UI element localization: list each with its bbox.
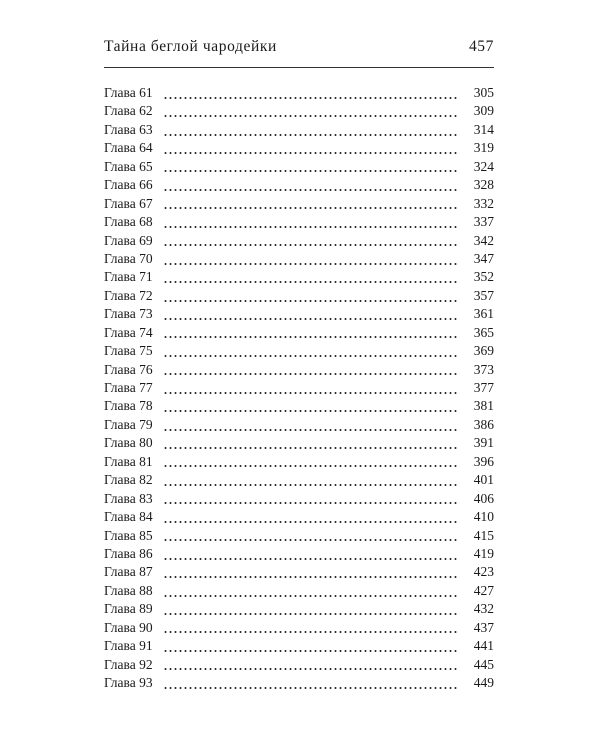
toc-entry (104, 563, 494, 581)
chapter-page-number: 449 (473, 675, 494, 690)
toc-entry (104, 305, 494, 323)
chapter-label: Глава 62 (104, 103, 153, 119)
dot-leader (163, 538, 459, 542)
chapter-label: Глава 91 (104, 638, 153, 654)
toc-entry (104, 213, 494, 231)
running-head (104, 38, 494, 60)
chapter-label: Глава 73 (104, 306, 153, 322)
chapter-page-number: 377 (473, 380, 494, 395)
dot-leader (163, 409, 459, 413)
chapter-page-number: 401 (473, 472, 494, 488)
toc-entry (104, 361, 494, 379)
chapter-page-number: 432 (473, 601, 494, 617)
dot-leader (163, 299, 459, 303)
chapter-page-number: 357 (473, 287, 494, 303)
chapter-page-number: 361 (473, 306, 494, 322)
chapter-label: Глава 69 (104, 232, 153, 248)
toc-entry (104, 490, 494, 508)
dot-leader (163, 686, 459, 690)
chapter-label: Глава 72 (104, 287, 153, 303)
dot-leader (163, 262, 459, 266)
dot-leader (163, 557, 459, 561)
dot-leader (163, 335, 459, 339)
toc-entry (104, 158, 494, 176)
chapter-label: Глава 70 (104, 250, 153, 266)
chapter-page-number: 305 (473, 85, 494, 100)
toc-entry (104, 453, 494, 471)
chapter-label: Глава 71 (104, 269, 153, 285)
chapter-label: Глава 66 (104, 177, 153, 193)
toc-entry (104, 379, 494, 397)
dot-leader (163, 188, 459, 192)
chapter-label: Глава 76 (104, 361, 153, 377)
chapter-label: Глава 83 (104, 490, 153, 506)
toc-entry (104, 102, 494, 120)
chapter-label: Глава 77 (104, 380, 153, 395)
chapter-label: Глава 92 (104, 656, 153, 672)
chapter-page-number: 386 (473, 416, 494, 432)
dot-leader (163, 630, 459, 634)
dot-leader (163, 133, 459, 137)
dot-leader (163, 280, 459, 284)
toc-entry (104, 342, 494, 360)
header-rule (104, 67, 494, 68)
dot-leader (163, 575, 459, 579)
chapter-page-number: 396 (473, 453, 494, 469)
chapter-page-number: 324 (473, 158, 494, 174)
chapter-page-number: 419 (473, 545, 494, 561)
toc-entry (104, 582, 494, 600)
toc-entry (104, 232, 494, 250)
book-title: Тайна беглой чародейки (104, 38, 277, 55)
chapter-label: Глава 82 (104, 472, 153, 488)
toc-entry (104, 176, 494, 194)
dot-leader (163, 520, 459, 524)
toc-entry (104, 287, 494, 305)
dot-leader (163, 649, 459, 653)
chapter-label: Глава 87 (104, 564, 153, 580)
toc-entry (104, 656, 494, 674)
chapter-label: Глава 86 (104, 545, 153, 561)
toc-entry (104, 397, 494, 415)
chapter-page-number: 309 (473, 103, 494, 119)
toc-entry (104, 139, 494, 157)
dot-leader (163, 96, 459, 100)
dot-leader (163, 317, 459, 321)
chapter-page-number: 381 (473, 398, 494, 414)
chapter-label: Глава 88 (104, 582, 153, 598)
toc-entry (104, 527, 494, 545)
chapter-label: Глава 93 (104, 675, 153, 690)
toc-entry (104, 600, 494, 618)
chapter-label: Глава 74 (104, 324, 153, 340)
dot-leader (163, 464, 459, 468)
chapter-page-number: 406 (473, 490, 494, 506)
toc-entry (104, 637, 494, 655)
dot-leader (163, 372, 459, 376)
toc-entry (104, 508, 494, 526)
chapter-label: Глава 84 (104, 509, 153, 525)
toc-entry (104, 324, 494, 342)
chapter-page-number: 337 (473, 214, 494, 230)
chapter-page-number: 332 (473, 195, 494, 211)
chapter-label: Глава 89 (104, 601, 153, 617)
chapter-label: Глава 68 (104, 214, 153, 230)
toc-entry (104, 121, 494, 139)
chapter-page-number: 328 (473, 177, 494, 193)
dot-leader (163, 428, 459, 432)
chapter-page-number: 373 (473, 361, 494, 377)
table-of-contents (104, 84, 494, 692)
toc-entry (104, 674, 494, 692)
toc-entry (104, 619, 494, 637)
dot-leader (163, 501, 459, 505)
chapter-label: Глава 90 (104, 619, 153, 635)
toc-entry (104, 195, 494, 213)
chapter-page-number: 352 (473, 269, 494, 285)
dot-leader (163, 354, 459, 358)
chapter-label: Глава 75 (104, 343, 153, 359)
chapter-page-number: 347 (473, 250, 494, 266)
chapter-label: Глава 67 (104, 195, 153, 211)
dot-leader (163, 114, 459, 118)
toc-entry (104, 545, 494, 563)
chapter-label: Глава 65 (104, 158, 153, 174)
dot-leader (163, 151, 459, 155)
dot-leader (163, 667, 459, 671)
dot-leader (163, 483, 459, 487)
toc-entry (104, 416, 494, 434)
chapter-page-number: 441 (473, 638, 494, 654)
chapter-page-number: 415 (473, 527, 494, 543)
dot-leader (163, 169, 459, 173)
chapter-page-number: 445 (473, 656, 494, 672)
chapter-page-number: 427 (473, 582, 494, 598)
dot-leader (163, 594, 459, 598)
chapter-page-number: 423 (473, 564, 494, 580)
chapter-label: Глава 78 (104, 398, 153, 414)
chapter-label: Глава 80 (104, 435, 153, 451)
chapter-label: Глава 64 (104, 140, 153, 156)
chapter-page-number: 365 (473, 324, 494, 340)
page-number: 457 (468, 38, 494, 55)
chapter-label: Глава 63 (104, 121, 153, 137)
chapter-label: Глава 79 (104, 416, 153, 432)
chapter-page-number: 391 (473, 435, 494, 451)
chapter-page-number: 319 (473, 140, 494, 156)
toc-entry (104, 471, 494, 489)
dot-leader (163, 206, 459, 210)
toc-entry (104, 268, 494, 286)
chapter-label: Глава 61 (104, 85, 153, 100)
toc-entry (104, 84, 494, 102)
toc-entry (104, 434, 494, 452)
dot-leader (163, 243, 459, 247)
dot-leader (163, 446, 459, 450)
chapter-page-number: 410 (473, 509, 494, 525)
chapter-page-number: 369 (473, 343, 494, 359)
toc-entry (104, 250, 494, 268)
chapter-page-number: 342 (473, 232, 494, 248)
dot-leader (163, 225, 459, 229)
dot-leader (163, 612, 459, 616)
chapter-page-number: 314 (473, 121, 494, 137)
dot-leader (163, 391, 459, 395)
chapter-label: Глава 85 (104, 527, 153, 543)
chapter-page-number: 437 (473, 619, 494, 635)
chapter-label: Глава 81 (104, 453, 153, 469)
